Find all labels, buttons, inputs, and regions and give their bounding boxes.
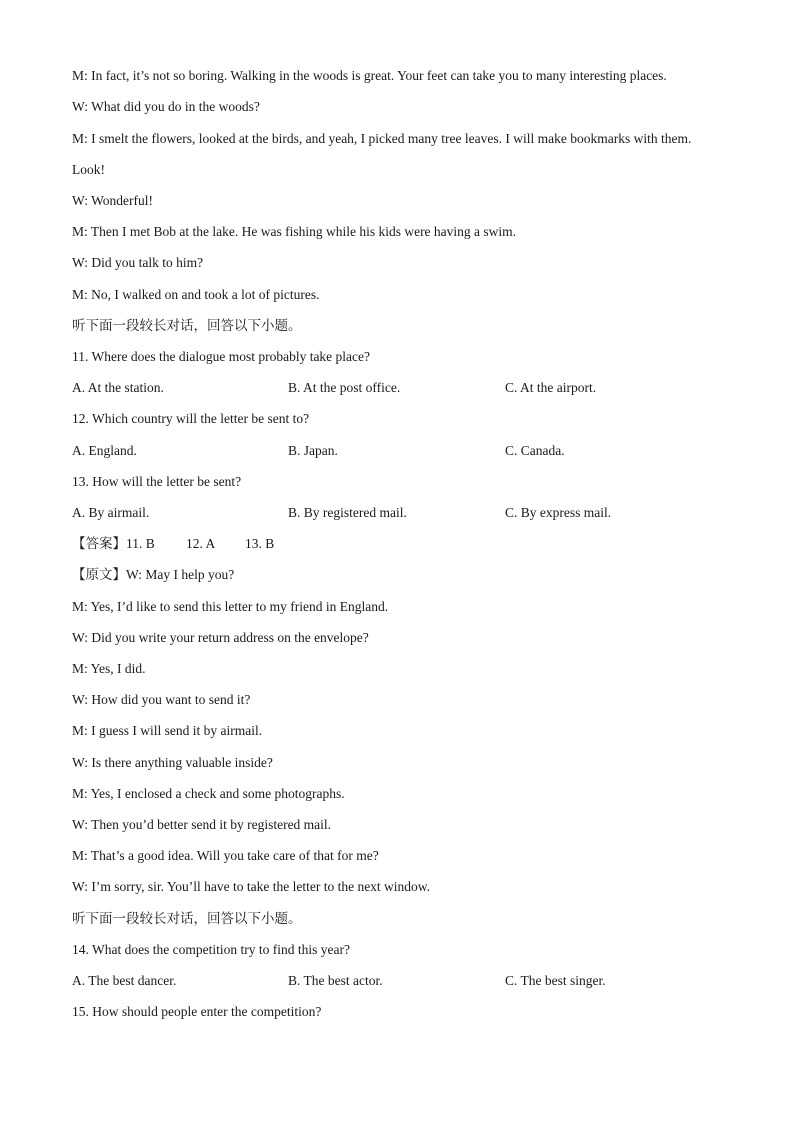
question-14-options — [72, 971, 732, 991]
question-13: 13. How will the letter be sent? — [72, 474, 242, 489]
dialogue-line: W: Wonderful! — [72, 193, 154, 208]
answer-key — [72, 534, 732, 554]
transcript-line: W: Is there anything valuable inside? — [72, 755, 273, 770]
dialogue-line: W: What did you do in the woods? — [72, 99, 260, 114]
question-11-options — [72, 378, 732, 398]
option-b: B. The best actor. — [288, 973, 383, 988]
option-c: C. The best singer. — [505, 973, 606, 988]
option-a: A. At the station. — [72, 380, 164, 395]
transcript-line: W: How did you want to send it? — [72, 692, 251, 707]
answer-label: 【答案】11. B — [72, 536, 155, 551]
transcript-line: W: Did you write your return address on the envelope? — [72, 630, 369, 645]
option-b: B. By registered mail. — [288, 505, 407, 520]
option-c: C. Canada. — [505, 443, 565, 458]
dialogue-line: Look! — [72, 162, 105, 177]
transcript-line: W: I’m sorry, sir. You’ll have to take the letter to the next window. — [72, 879, 431, 894]
dialogue-line: M: No, I walked on and took a lot of pictures. — [72, 287, 320, 302]
section-instruction: 听下面一段较长对话，回答以下小题。 — [72, 911, 302, 926]
transcript-line: W: Then you’d better send it by registered mail. — [72, 817, 332, 832]
option-b: B. Japan. — [288, 443, 338, 458]
option-a: A. By airmail. — [72, 505, 150, 520]
option-b: B. At the post office. — [288, 380, 401, 395]
option-c: C. By express mail. — [505, 505, 612, 520]
dialogue-line: W: Did you talk to him? — [72, 255, 204, 270]
section-instruction: 听下面一段较长对话，回答以下小题。 — [72, 318, 302, 333]
question-14: 14. What does the competition try to find this year? — [72, 942, 350, 957]
transcript-line: 【原文】W: May I help you? — [72, 567, 235, 582]
dialogue-line: M: In fact, it’s not so boring. Walking in the woods is great. Your feet can take you to many interesting places. — [72, 68, 667, 83]
option-c: C. At the airport. — [505, 380, 597, 395]
option-a: A. England. — [72, 443, 137, 458]
transcript-line: M: Yes, I did. — [72, 661, 146, 676]
transcript-line: M: Yes, I enclosed a check and some photographs. — [72, 786, 345, 801]
dialogue-line: M: I smelt the flowers, looked at the birds, and yeah, I picked many tree leaves. I will make bookmarks with them. — [72, 131, 692, 146]
question-11: 11. Where does the dialogue most probably take place? — [72, 349, 371, 364]
transcript-line: M: That’s a good idea. Will you take care of that for me? — [72, 848, 379, 863]
question-12: 12. Which country will the letter be sent to? — [72, 411, 310, 426]
transcript-line: M: I guess I will send it by airmail. — [72, 723, 263, 738]
answer-13: 13. B — [245, 536, 275, 551]
transcript-line: M: Yes, I’d like to send this letter to my friend in England. — [72, 599, 389, 614]
dialogue-line: M: Then I met Bob at the lake. He was fishing while his kids were having a swim. — [72, 224, 517, 239]
option-a: A. The best dancer. — [72, 973, 177, 988]
question-15: 15. How should people enter the competition? — [72, 1004, 322, 1019]
question-12-options — [72, 441, 732, 461]
question-13-options — [72, 503, 732, 523]
answer-12: 12. A — [186, 536, 216, 551]
